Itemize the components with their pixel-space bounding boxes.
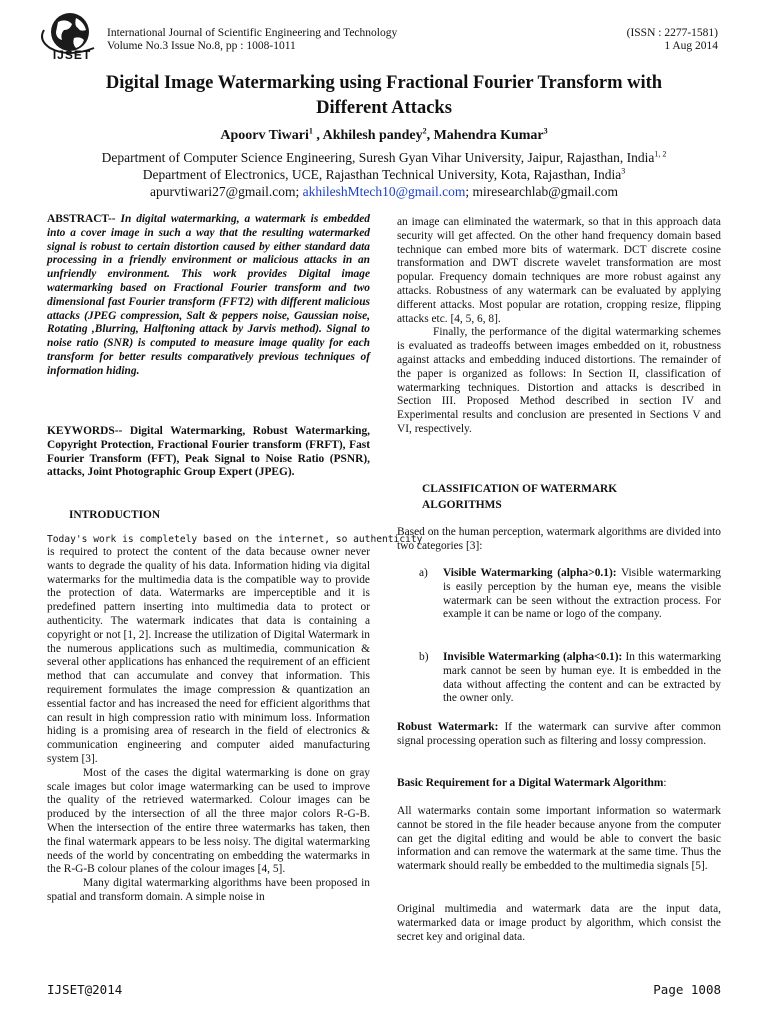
affiliation-2-text: Department of Electronics, UCE, Rajasthan Technical University, Kota, Rajasthan, India — [142, 167, 622, 182]
introduction-heading: INTRODUCTION — [69, 509, 161, 521]
journal-name: International Journal of Scientific Engineering and Technology — [107, 27, 398, 39]
basic-requirement-colon: : — [663, 777, 667, 789]
intro-paragraph-3: Many digital watermarking algorithms have been proposed in spatial and transform domain. A simple noise in — [47, 877, 370, 903]
author-separator: , — [426, 128, 434, 143]
email-3: ; miresearchlab@gmail.com — [465, 184, 619, 199]
affiliation-2-sup: 3 — [621, 166, 626, 176]
right-column-top — [397, 216, 721, 437]
keywords — [47, 425, 370, 480]
affiliation-1-text: Department of Computer Science Engineering, Suresh Gyan Vihar University, Jaipur, Rajasthan, India — [101, 150, 655, 165]
right-paragraph-1: an image can eliminated the watermark, so that in this approach data security will get affected. On the other hand frequency domain based technique can embed more bits of watermark. DCT discrete cosine transformation and DWT discrete wavelet transformation are most popular. Frequency domain techniques are more robust against any attacks. Robustness of any watermark can be evaluated by applying different attacks. Most popular are rotation, cropping resize, flipping attacks etc. [4, 5, 6, 8]. — [397, 216, 721, 325]
right-paragraph-4: Original multimedia and watermark data are the input data, watermarked data or image product by algorithm, which consist the secret key and original data. — [397, 903, 721, 943]
intro-paragraph-2: Most of the cases the digital watermarking is done on gray scale images but color image watermarking can be used to improve the quality of the retrieved watermarked. Colour images can be produced by the intersection of all the three major colors R-G-B. When the intersection of the entire three watermarks has taken, then the final watermark appears to be less noisy. The digital watermarking needs of the world by concentrating on embedding the watermarks in the R-G-B colour planes of the colour images [4, 5]. — [47, 766, 370, 876]
invisible-body: In this watermarking mark cannot be seen by human eye. It is embedded in the data without affecting the content and can be extracted by the owner only. — [443, 651, 721, 705]
page-number: Page 1008 — [653, 982, 721, 997]
author-2-sup: 2 — [422, 126, 427, 136]
list-marker-a: a) — [419, 567, 428, 579]
classification-heading — [422, 481, 617, 513]
right-final — [397, 903, 721, 944]
classification-heading-line-2: ALGORITHMS — [422, 499, 502, 511]
affiliation-1 — [20, 149, 748, 166]
affiliation-2 — [20, 166, 748, 183]
paper-title — [40, 71, 728, 121]
author-list — [40, 127, 728, 145]
volume-info: Volume No.3 Issue No.8, pp : 1008-1011 — [107, 40, 296, 52]
intro-paragraph-1: is required to protect the content of the data because owner never wants to degrade the quality of his data. Information hiding via digital watermarks for the multimedia data is the compatible way to provide the protection of data. Watermarks are imperceptible and it is predefined pattern inserting into multimedia data to protect or authenticity. The watermark indicates that data is containing a copyright or not [1, 2]. Increase the utilization of Digital Watermark in the numerous applications such as multimedia, communication & several other applications has enhanced the requirement of an efficient method that can accumulate and convey that information. This requirement formulates the image compression & quantization an essential factor and has increased the need for efficient algorithms that can result in high compression ratio with minimum loss. Information hiding is a promising area of research in the field of electronics & communication engineering and computer aided manufacturing system [3]. — [47, 546, 370, 765]
introduction-body — [47, 546, 370, 905]
author-1-sup: 1 — [308, 126, 313, 136]
list-item-invisible — [443, 651, 721, 706]
author-3: Mahendra Kumar — [433, 128, 544, 143]
logo-text: IJSET — [52, 48, 92, 62]
robust-body: If the watermark can survive after common signal processing operation such as filtering and lossy compression. — [397, 721, 721, 747]
basic-requirement-body — [397, 805, 721, 874]
title-line-2: Different Attacks — [316, 98, 452, 118]
classification-intro-text: Based on the human perception, watermark algorithms are divided into two categories [3]: — [397, 526, 721, 552]
abstract-label: ABSTRACT-- — [47, 213, 116, 225]
keywords-text: KEYWORDS-- Digital Watermarking, Robust Watermarking, Copyright Protection, Fractional Fourier transform (FRFT), Fast Fourier Transform (FFT), Peak Signal to Noise Ratio (PSNR), attacks, Joint Photographic Group Expert (JPEG). — [47, 425, 370, 479]
classification-intro — [397, 526, 721, 554]
basic-requirement-heading — [397, 777, 667, 789]
invisible-label: Invisible Watermarking (alpha<0.1): — [443, 651, 623, 663]
robust-watermark — [397, 721, 721, 749]
author-separator: , — [312, 128, 323, 143]
author-1: Apoorv Tiwari — [220, 128, 309, 143]
issn: (ISSN : 2277-1581) — [626, 27, 718, 39]
robust-label: Robust Watermark: — [397, 721, 499, 733]
visible-label: Visible Watermarking (alpha>0.1): — [443, 567, 617, 579]
title-line-1: Digital Image Watermarking using Fractional Fourier Transform with — [105, 73, 663, 93]
list-marker-b: b) — [419, 651, 429, 663]
basic-requirement-text: Basic Requirement for a Digital Watermark Algorithm — [397, 777, 664, 789]
abstract-body: In digital watermarking, a watermark is embedded into a cover image in such a way that the resulting watermarked signal is robust to certain distortion caused by either standard data processing in a friendly environment or malicious attacks in an unfriendly environment. This work provides Digital image watermarking based on Fractional Fourier transform and two dimensional fast Fourier transform (FFT2) with different malicious attacks (JPEG compression, Salt & peppers noise, Gaussian noise, Rotating ,Blurring, Halftoning attack by Jarvis method). Signal to noise ratio (SNR) is computed to measure image quality for each transform for better results comparatively previous techniques of information hiding. — [47, 213, 370, 377]
email-link[interactable]: akhileshMtech10@gmail.com — [302, 184, 466, 199]
footer-journal: IJSET@2014 — [47, 982, 123, 997]
author-3-sup: 3 — [543, 126, 548, 136]
classification-heading-line-1: CLASSIFICATION OF WATERMARK — [422, 483, 618, 495]
email-1: apurvtiwari27@gmail.com; — [149, 184, 300, 199]
abstract — [47, 213, 370, 379]
intro-first-line: Today's work is completely based on the internet, so authenticity — [47, 534, 423, 545]
email-line — [20, 183, 748, 200]
right-paragraph-3: All watermarks contain some important information so watermark cannot be stored in the file header because anyone from the computer can get the digital editing and would be able to convert the basic information and can remove the watermark at the same time. Thus the watermark should really be embedded to the multimedia signals [5]. — [397, 805, 721, 873]
author-2: Akhilesh pandey — [322, 128, 423, 143]
list-item-visible — [443, 567, 721, 622]
right-paragraph-2: Finally, the performance of the digital watermarking schemes is evaluated as tradeoffs between images embedded on it, robustness against attacks and embedding induced distortions. The remainder of the paper is organized as follows: In Section II, classification of watermarking techniques. Distortion and attacks is described in Section III. Proposed Method described in section IV and Experimental results and conclusion are presented in Sections V and VI, respectively. — [397, 326, 721, 435]
affiliation-1-sup: 1, 2 — [654, 149, 667, 159]
visible-body: Visible watermarking is easily perception by the human eye, means the visible watermark can be seen without the extraction process. For example it can be name or logo of the company. — [443, 567, 722, 621]
issue-date: 1 Aug 2014 — [664, 40, 718, 52]
journal-logo — [30, 8, 110, 64]
